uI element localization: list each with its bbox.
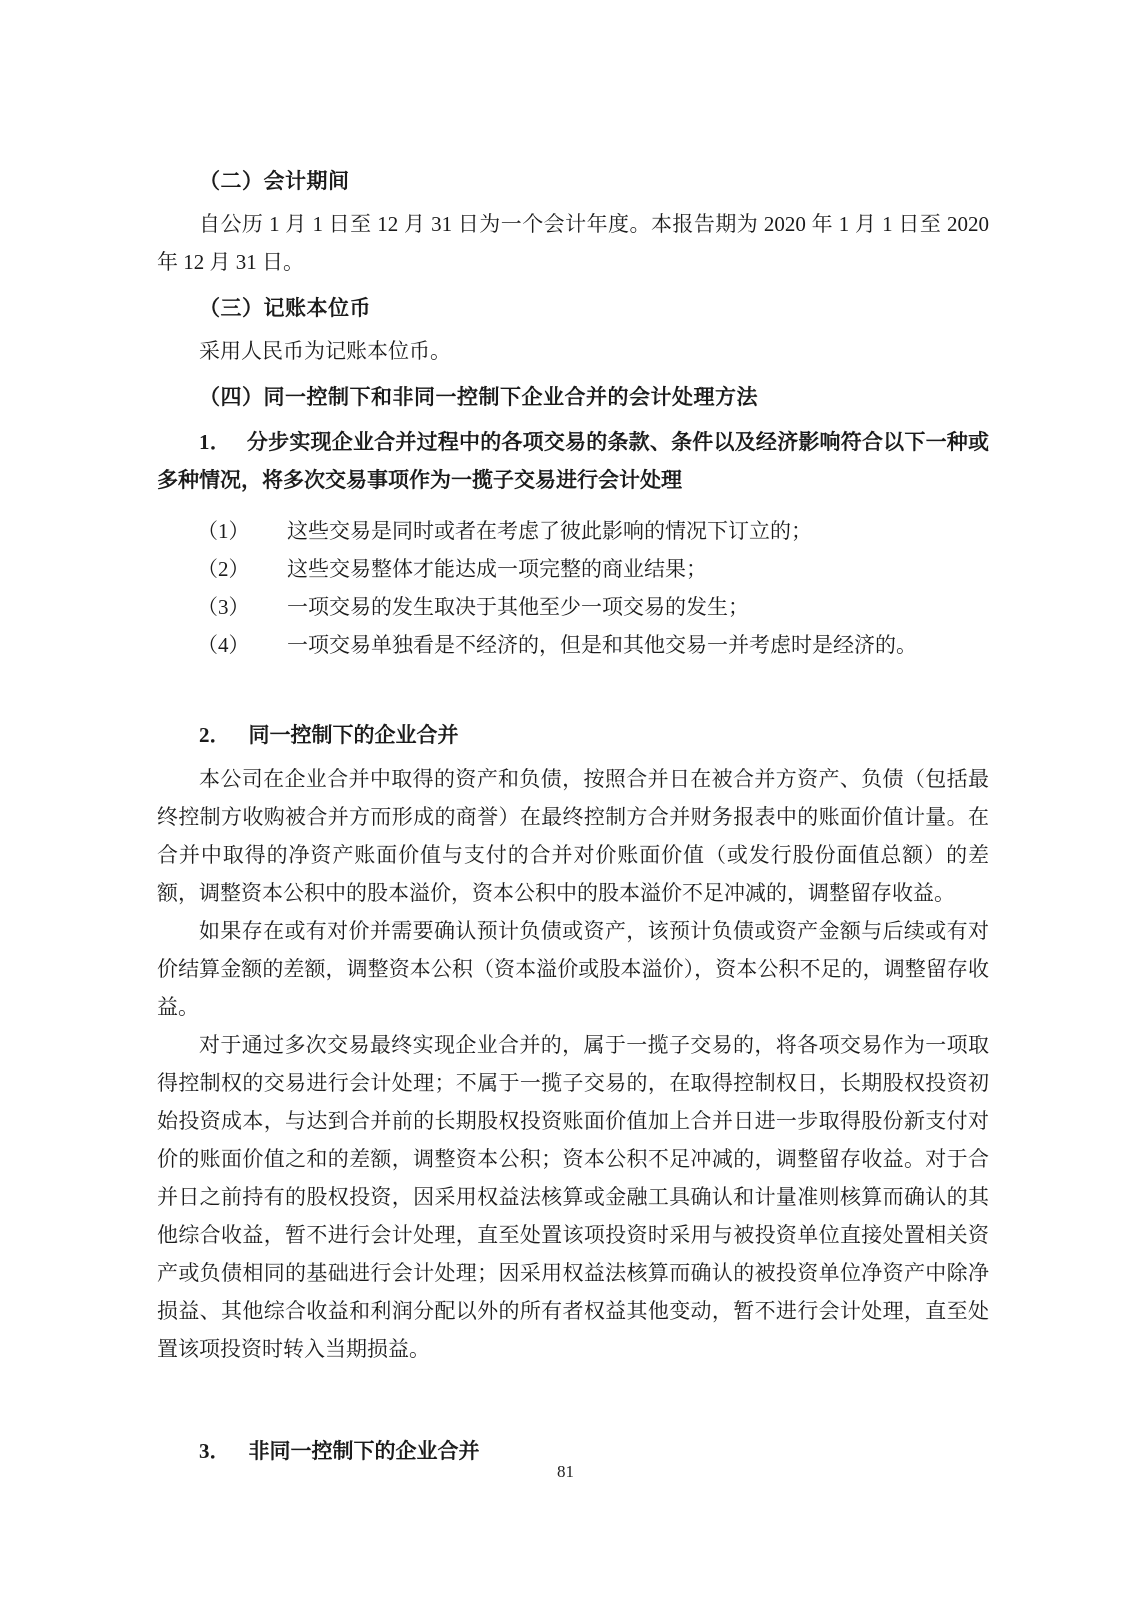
list-item-text: 一项交易单独看是不经济的，但是和其他交易一并考虑时是经济的。 xyxy=(287,633,917,657)
numbered-heading-1-number: 1． xyxy=(199,430,231,454)
list-item xyxy=(157,626,989,664)
list-item-marker: （3） xyxy=(197,595,250,619)
heading-business-combination: （四）同一控制下和非同一控制下企业合并的会计处理方法 xyxy=(199,385,758,409)
para-same-control-2: 如果存在或有对价并需要确认预计负债或资产，该预计负债或资产金额与后续或有对价结算金额的差额，调整资本公积（资本溢价或股本溢价），资本公积不足的，调整留存收益。 xyxy=(157,919,989,1019)
list-item xyxy=(157,512,989,550)
list-item-marker: （2） xyxy=(197,557,250,581)
list-item-marker: （4） xyxy=(197,633,250,657)
document-body xyxy=(157,162,989,1476)
numbered-heading-2 xyxy=(157,716,989,754)
numbered-heading-3-number: 3． xyxy=(199,1439,231,1463)
para-accounting-period: 自公历 1 月 1 日至 12 月 31 日为一个会计年度。本报告期为 2020 年 1 月 1 日至 2020 年 12 月 31 日。 xyxy=(157,212,989,274)
list-item-text: 这些交易整体才能达成一项完整的商业结果； xyxy=(287,557,707,581)
list-item xyxy=(157,550,989,588)
numbered-heading-2-number: 2． xyxy=(199,723,231,747)
heading-functional-currency: （三）记账本位币 xyxy=(199,296,371,320)
list-item-text: 一项交易的发生取决于其他至少一项交易的发生； xyxy=(287,595,749,619)
para-functional-currency: 采用人民币为记账本位币。 xyxy=(199,339,451,363)
para-same-control-1: 本公司在企业合并中取得的资产和负债，按照合并日在被合并方资产、负债（包括最终控制方收购被合并方而形成的商誉）在最终控制方合并财务报表中的账面价值计量。在合并中取得的净资产账面价值与支付的合并对价账面价值（或发行股份面值总额）的差额，调整资本公积中的股本溢价，资本公积中的股本溢价不足冲减的，调整留存收益。 xyxy=(157,767,989,905)
page-number: 81 xyxy=(557,1462,574,1481)
heading-accounting-period: （二）会计期间 xyxy=(199,169,350,193)
list-item-marker: （1） xyxy=(197,519,250,543)
para-same-control-3: 对于通过多次交易最终实现企业合并的，属于一揽子交易的，将各项交易作为一项取得控制权的交易进行会计处理；不属于一揽子交易的，在取得控制权日，长期股权投资初始投资成本，与达到合并前的长期股权投资账面价值加上合并日进一步取得股份新支付对价的账面价值之和的差额，调整资本公积；资本公积不足冲减的，调整留存收益。对于合并日之前持有的股权投资，因采用权益法核算或金融工具确认和计量准则核算而确认的其他综合收益，暂不进行会计处理，直至处置该项投资时采用与被投资单位直接处置相关资产或负债相同的基础进行会计处理；因采用权益法核算而确认的被投资单位净资产中除净损益、其他综合收益和利润分配以外的所有者权益其他变动，暂不进行会计处理，直至处置该项投资时转入当期损益。 xyxy=(157,1033,989,1361)
list-item-text: 这些交易是同时或者在考虑了彼此影响的情况下订立的； xyxy=(287,519,812,543)
numbered-heading-3-text: 非同一控制下的企业合并 xyxy=(248,1439,480,1463)
conditions-list xyxy=(157,512,989,664)
list-item xyxy=(157,588,989,626)
numbered-heading-2-text: 同一控制下的企业合并 xyxy=(248,723,459,747)
numbered-heading-1-text: 分步实现企业合并过程中的各项交易的条款、条件以及经济影响符合以下一种或多种情况，将多次交易事项作为一揽子交易进行会计处理 xyxy=(157,430,990,492)
numbered-heading-1 xyxy=(157,423,989,499)
